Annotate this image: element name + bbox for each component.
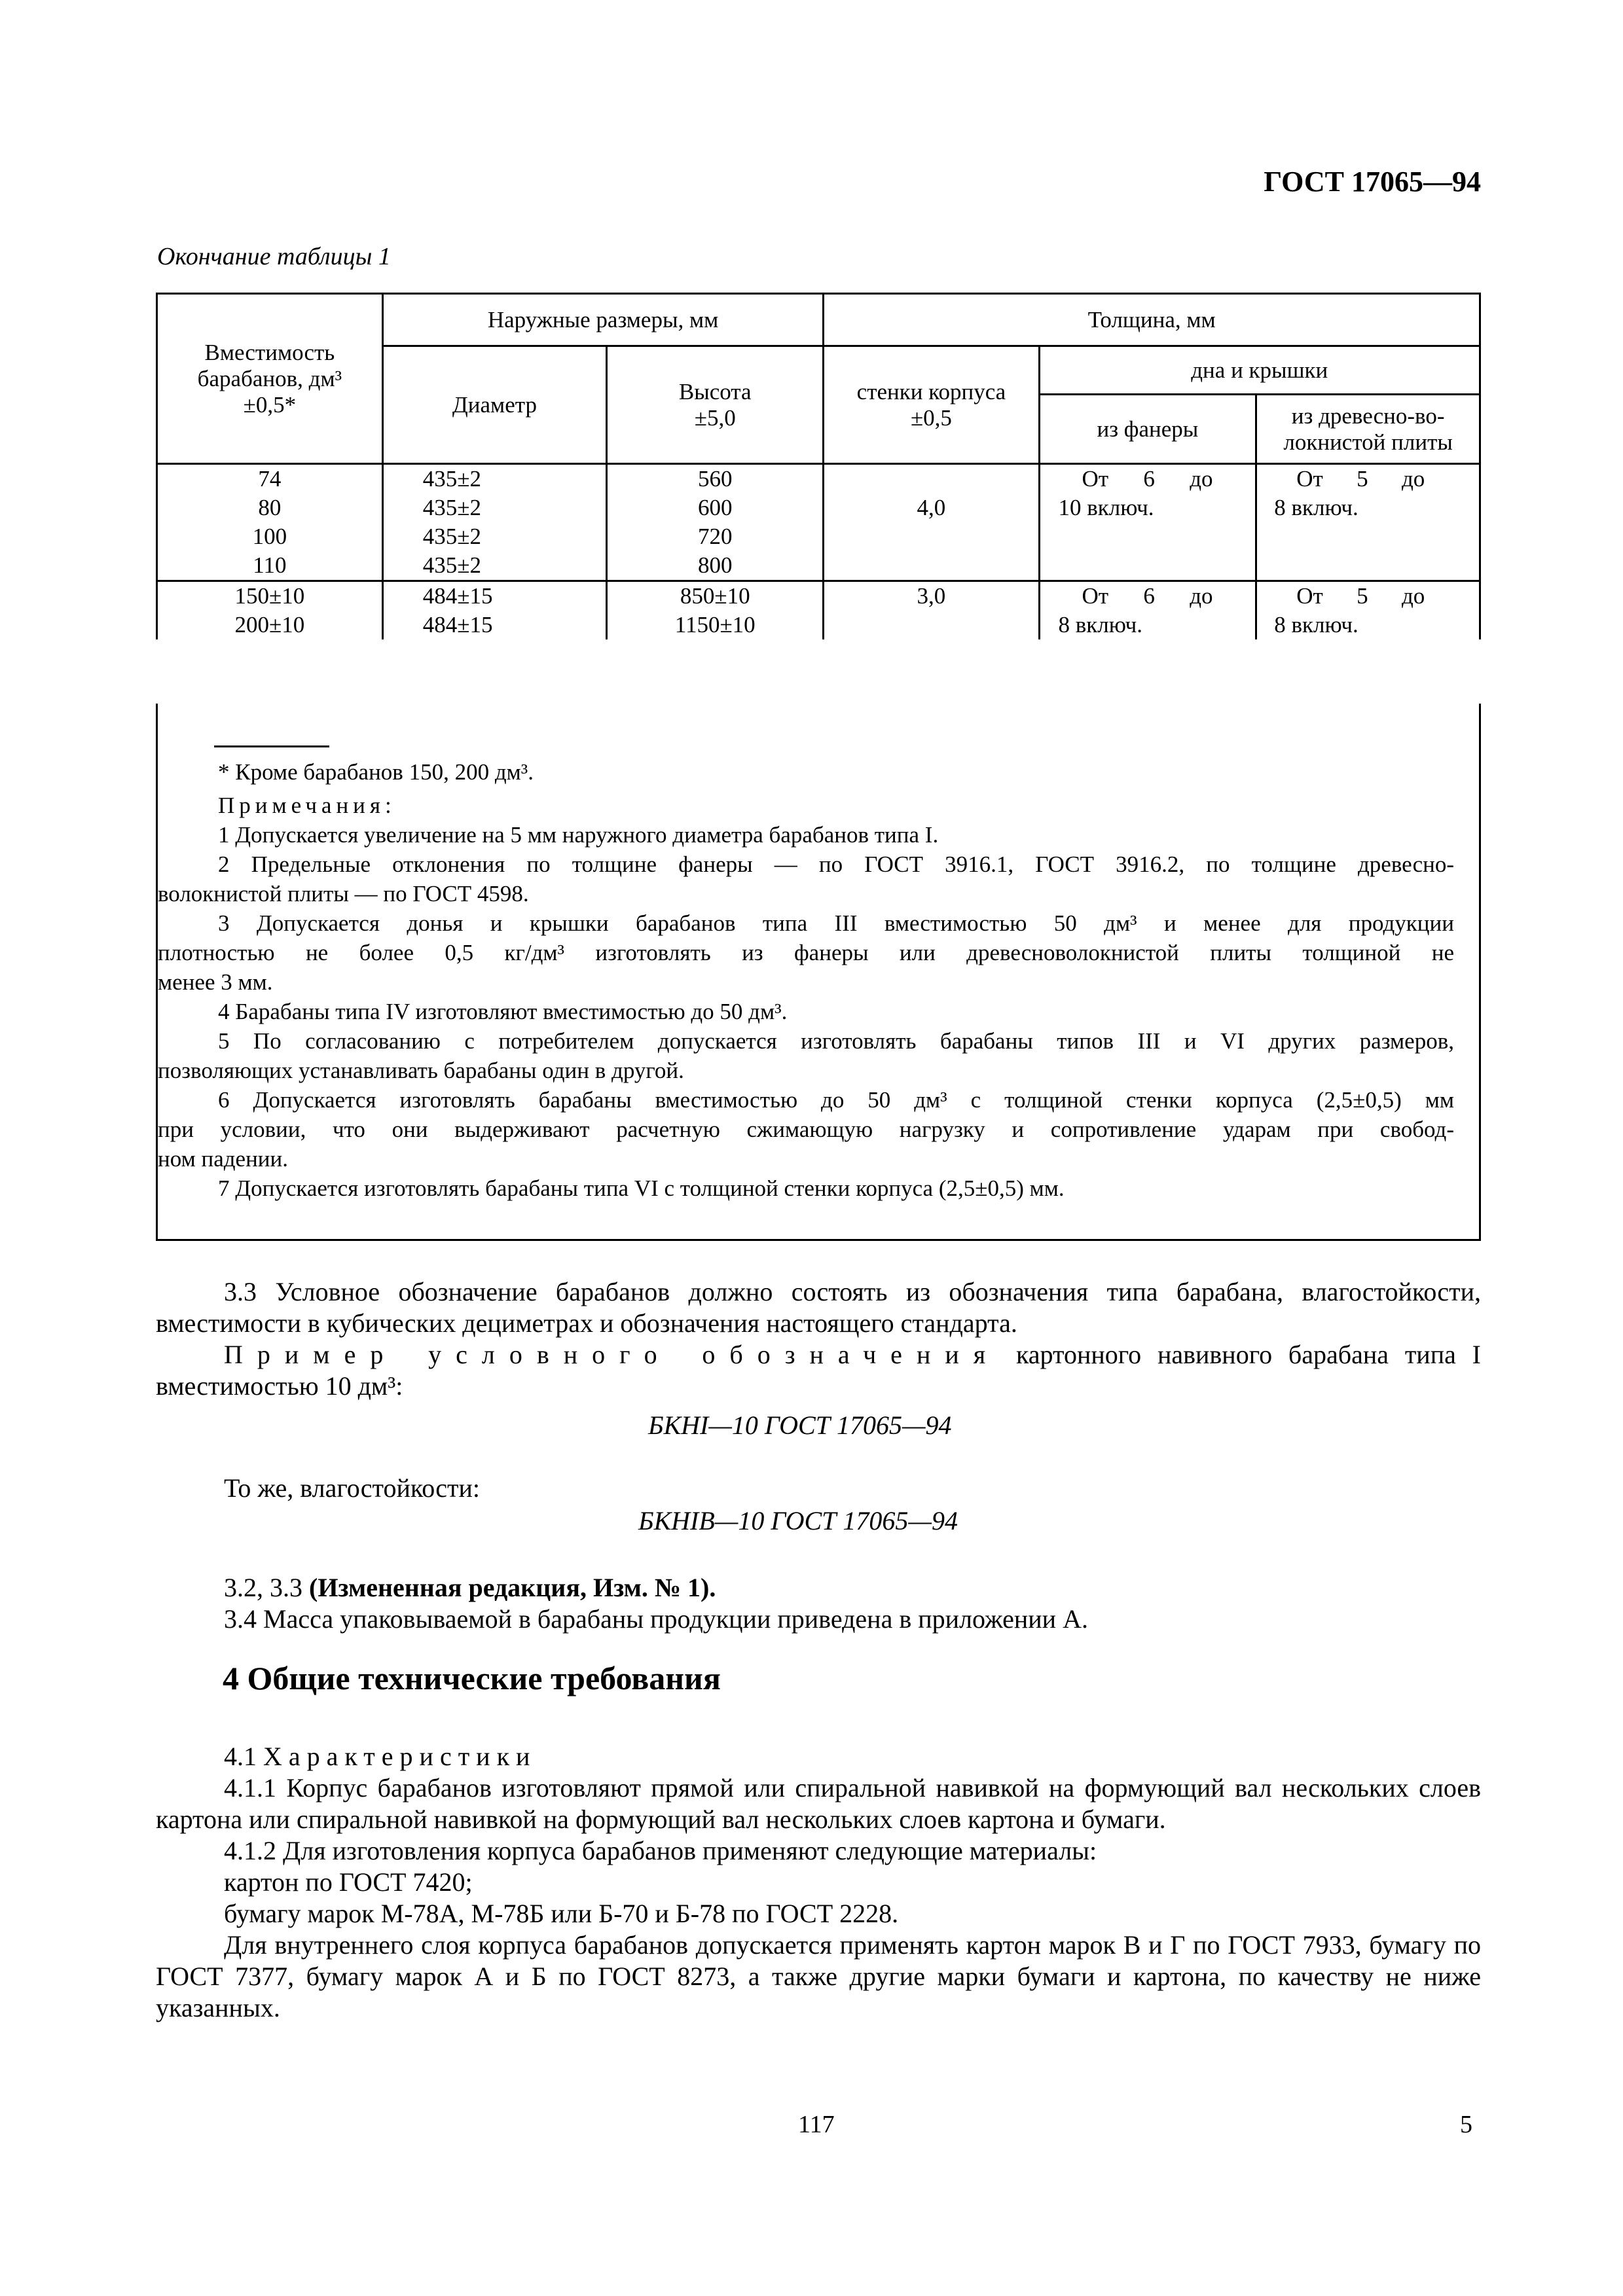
same-moisture-label: То же, влагостойкости: (224, 1473, 481, 1503)
para-3-3: 3.3 Условное обозначение барабанов должно состоять из обозначения типа барабана, влагостойкости, вместимости в кубических дециметрах и обозначения настоящего стандарта. Пример условного обозначения картонного навивного барабана типа I вместимостью 10 дм³: (156, 1277, 1481, 1401)
cell-capacities-a: 74 80 100 110 (157, 464, 383, 581)
cell-wall-a: 4,0 (824, 464, 1039, 581)
note-6-line-1: 6 Допускается изготовлять барабаны вместимостью до 50 дм³ с толщиной стенки корпуса (2,5±0,5) мм (218, 1087, 1454, 1113)
note-1: 1 Допускается увеличение на 5 мм наружного диаметра барабанов типа I. (218, 822, 939, 848)
note-2-line-1: 2 Предельные отклонения по толщине фанеры — по ГОСТ 3916.1, ГОСТ 3916.2, по толщине древесно- (218, 852, 1454, 877)
para-4-1-title: Характеристики (263, 1742, 537, 1771)
note-6-line-3: ном падении. (158, 1146, 289, 1172)
head-fiberboard: из древесно-во- локнистой плиты (1256, 395, 1480, 464)
table-1-end (156, 293, 1481, 639)
note-3-line-3: менее 3 мм. (158, 969, 273, 995)
notes-block (158, 757, 1479, 1203)
note-7: 7 Допускается изготовлять барабаны типа VI с толщиной стенки корпуса (2,5±0,5) мм. (218, 1175, 1065, 1201)
cell-heights-b: 850±10 1150±10 (607, 581, 824, 640)
head-capacity: Вместимость барабанов, дм³ ±0,5* (157, 294, 383, 464)
cell-wall-b: 3,0 (824, 581, 1039, 640)
section-4-heading: 4 Общие технические требования (223, 1660, 721, 1696)
edits-block (156, 1572, 1481, 1635)
head-height: Высота ±5,0 (607, 346, 824, 464)
page-number-center: 117 (798, 2111, 835, 2138)
notes-title: Примечания: (218, 793, 396, 818)
head-diameter: Диаметр (382, 346, 606, 464)
para-4-1-number: 4.1 (224, 1742, 263, 1771)
para-4-1-1: 4.1.1 Корпус барабанов изготовляют прямой или спиральной навивкой на формующий вал нескольких слоев картона или спиральной навивкой на формующий вал нескольких слоев картона и бумаги. (156, 1773, 1481, 1834)
table-caption: Окончание таблицы 1 (157, 243, 391, 270)
footnote-divider (214, 745, 329, 747)
note-3-line-2: плотностью не более 0,5 кг/дм³ изготовлять из фанеры или древесноволокнистой плиты толщиной не (158, 940, 1454, 965)
page-number-right: 5 (1460, 2111, 1472, 2138)
edit-note: (Измененная редакция, Изм. № 1). (309, 1573, 716, 1602)
note-6-line-2: при условии, что они выдерживают расчетную сжимающую нагрузку и сопротивление ударам при свобод- (158, 1117, 1454, 1142)
material-2: бумагу марок М-78А, М-78Б или Б-70 и Б-78 по ГОСТ 2228. (224, 1899, 899, 1928)
cell-plywood-a: От 6 до 10 включ. (1039, 464, 1256, 581)
head-bottom-lid: дна и крышки (1039, 346, 1480, 395)
example-rest: картонного навивного барабана типа I вместимостью 10 дм³: (156, 1340, 1481, 1401)
para-3-4: 3.4 Масса упаковываемой в барабаны продукции приведена в приложении А. (224, 1604, 1088, 1634)
example-designation-1: БКНI—10 ГОСТ 17065—94 (648, 1410, 952, 1440)
material-1: картон по ГОСТ 7420; (224, 1867, 473, 1897)
cell-fiberboard-b: От 5 до 8 включ. (1256, 581, 1480, 640)
para-inner-layer: Для внутреннего слоя корпуса барабанов допускается применять картон марок В и Г по ГОСТ 7933, бумагу по ГОСТ 7377, бумагу марок А и Б по ГОСТ 8273, а также другие марки бумаги и картона, по качеству не ниже указанных. (156, 1930, 1481, 2022)
head-plywood: из фанеры (1039, 395, 1256, 464)
cell-capacities-b: 150±10 200±10 (157, 581, 383, 640)
cell-heights-a: 560 600 720 800 (607, 464, 824, 581)
cell-plywood-b: От 6 до 8 включ. (1039, 581, 1256, 640)
cell-diameters-a: 435±2 435±2 435±2 435±2 (382, 464, 606, 581)
example-spaced-label: Пример условного обозначения (224, 1340, 1000, 1369)
section-4-body (156, 1741, 1481, 2024)
edit-numbers: 3.2, 3.3 (224, 1573, 309, 1602)
table-row-group-a (157, 464, 1480, 581)
table-row-group-b (157, 581, 1480, 640)
note-4: 4 Барабаны типа IV изготовляют вместимостью до 50 дм³. (218, 999, 788, 1024)
head-wall: стенки корпуса ±0,5 (824, 346, 1039, 464)
note-2-line-2: волокнистой плиты — по ГОСТ 4598. (158, 881, 529, 906)
example-designation-2: БКНIВ—10 ГОСТ 17065—94 (638, 1506, 958, 1535)
footnote: * Кроме барабанов 150, 200 дм³. (218, 759, 534, 785)
cell-fiberboard-a: От 5 до 8 включ. (1256, 464, 1480, 581)
note-5-line-2: позволяющих устанавливать барабаны один в другой. (158, 1058, 684, 1083)
example-line (156, 1339, 1481, 1402)
para-4-1-2: 4.1.2 Для изготовления корпуса барабанов применяют следующие материалы: (224, 1836, 1097, 1865)
note-5-line-1: 5 По согласованию с потребителем допускается изготовлять барабаны типов III и VI других размеров, (218, 1028, 1454, 1054)
head-outer-sizes: Наружные размеры, мм (382, 294, 824, 346)
page-header-standard: ГОСТ 17065—94 (1264, 166, 1481, 198)
table-notes-box (156, 704, 1481, 1241)
note-3-line-1: 3 Допускается донья и крышки барабанов типа III вместимостью 50 дм³ и менее для продукции (218, 910, 1454, 936)
cell-diameters-b: 484±15 484±15 (382, 581, 606, 640)
head-thickness: Толщина, мм (824, 294, 1480, 346)
